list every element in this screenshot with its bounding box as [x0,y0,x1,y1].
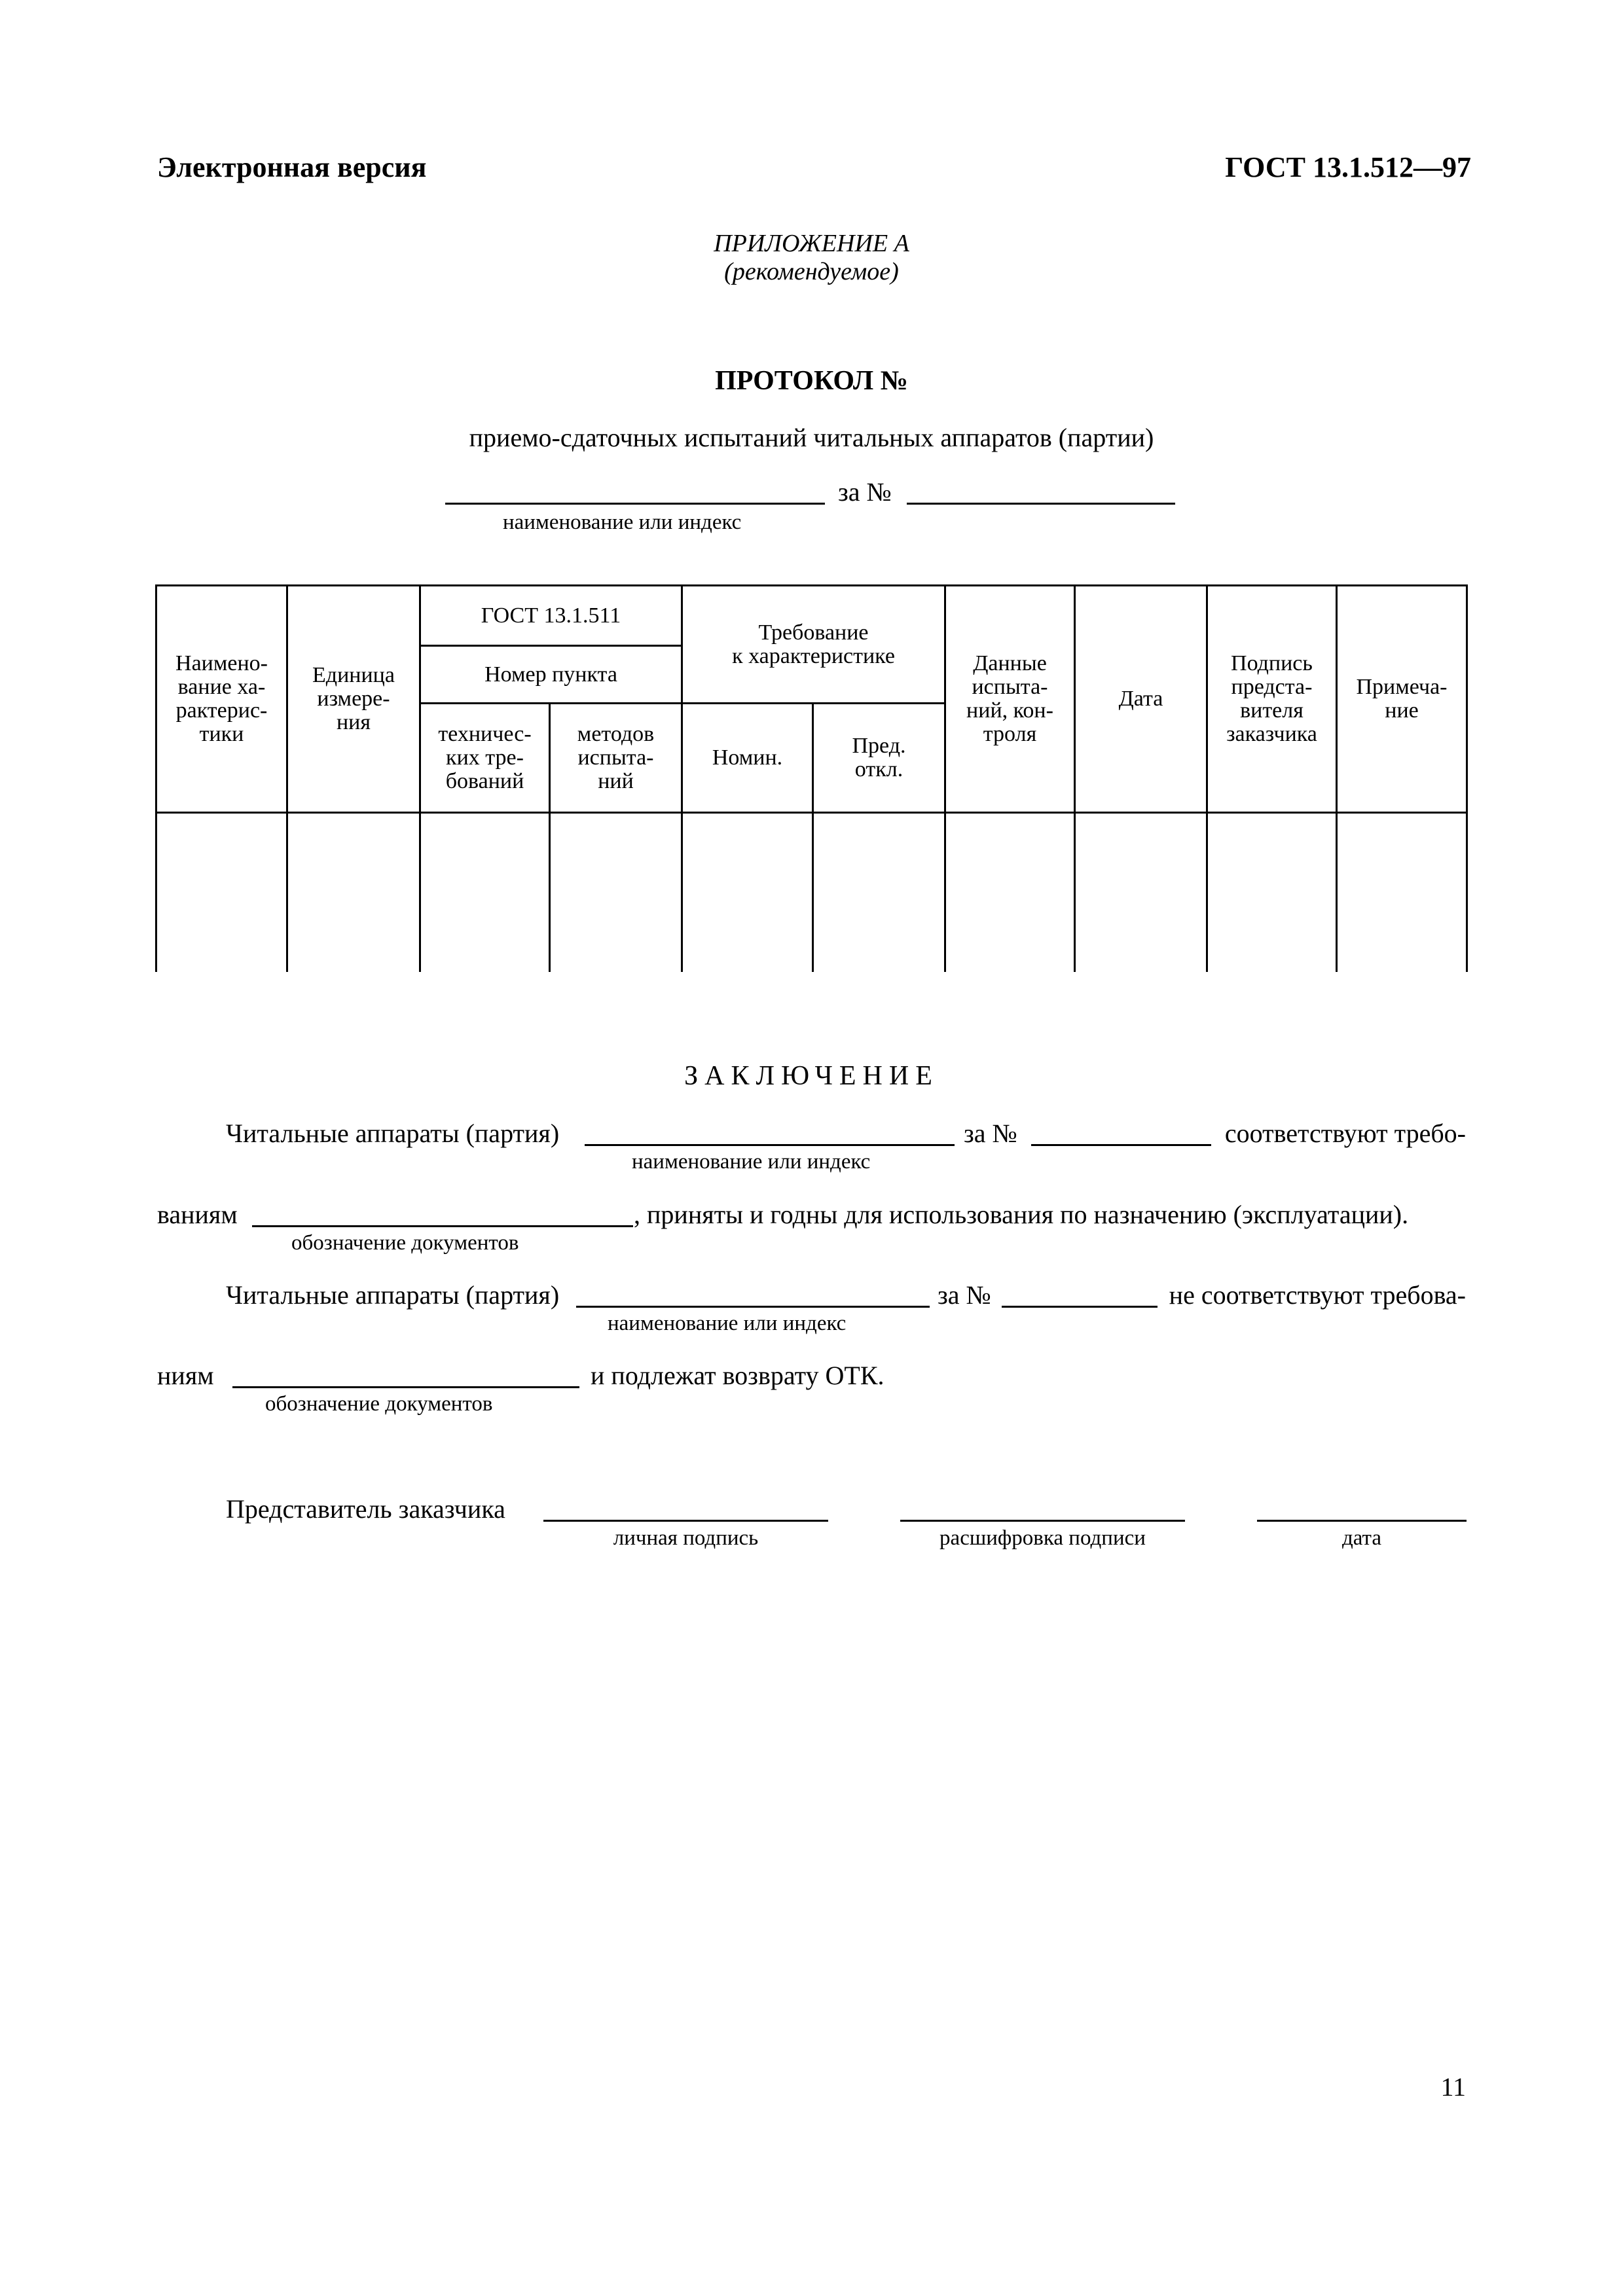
protocol-name-caption: наименование или индекс [503,511,742,534]
col-test-data: Данные испыта- ний, кон- троля [966,651,1053,746]
page-number: 11 [1440,2072,1466,2102]
conclusion-p1-number-field[interactable] [1031,1144,1211,1146]
col-customer-signature: Подпись предста- вителя заказчика [1226,651,1317,746]
table-header-bottom [155,812,1466,814]
col-item-number: Номер пункта [484,662,617,687]
conclusion-p3-start: Читальные аппараты (партия) [226,1280,560,1310]
conclusion-p1-caption: наименование или индекс [632,1150,871,1174]
conclusion-p4-start: ниям [157,1361,214,1390]
conclusion-p4-end: и подлежат возврату ОТК. [591,1361,884,1390]
col-requirement: Требование к характеристике [732,620,895,668]
header-right: ГОСТ 13.1.512—97 [1225,151,1471,183]
protocol-title: ПРОТОКОЛ № [715,366,908,396]
conclusion-p2-end: , приняты и годны для использования по назначению (эксплуатации). [634,1200,1409,1229]
col-test-methods: методов испыта- ний [577,722,655,793]
header-left: Электронная версия [157,151,427,183]
conclusion-p4-doc-field[interactable] [232,1386,579,1388]
conclusion-p1-end: соответствуют требо- [1224,1119,1466,1148]
conclusion-p3-end: не соответствуют требова- [1169,1280,1466,1310]
signature-date-caption: дата [1341,1526,1382,1550]
conclusion-p3-name-field[interactable] [576,1306,930,1308]
conclusion-p3-za: за № [938,1280,991,1310]
col-date: Дата [1118,687,1163,711]
appendix-subtitle: (рекомендуемое) [724,258,899,285]
conclusion-p4-caption: обозначение документов [265,1392,493,1416]
col-note: Примеча- ние [1356,675,1448,723]
col-gost: ГОСТ 13.1.511 [481,603,621,628]
col-nominal: Номин. [712,745,783,770]
protocol-name-field[interactable] [445,503,825,505]
protocol-za-no: за № [838,477,892,507]
conclusion-title: ЗАКЛЮЧЕНИЕ [684,1061,939,1091]
table-col-border [1466,584,1468,972]
signature-date-field[interactable] [1257,1520,1467,1522]
signature-personal-caption: личная подпись [613,1526,759,1550]
conclusion-p2-caption: обозначение документов [291,1231,519,1255]
col-unit: Единица измере- ния [312,663,395,734]
protocol-number-field[interactable] [907,503,1175,505]
conclusion-p1-start: Читальные аппараты (партия) [226,1119,560,1148]
protocol-subtitle: приемо-сдаточных испытаний читальных аппаратов (партии) [469,423,1154,452]
signature-decoding-caption: расшифровка подписи [939,1526,1146,1550]
signature-decoding-field[interactable] [900,1520,1185,1522]
conclusion-p1-za: за № [964,1119,1017,1148]
col-characteristic-name: Наимено- вание ха- рактерис- тики [175,651,268,746]
signature-label: Представитель заказчика [226,1494,505,1524]
conclusion-p1-name-field[interactable] [585,1144,955,1146]
conclusion-p3-number-field[interactable] [1002,1306,1158,1308]
col-tech-requirements: техничес- ких тре- бований [438,722,532,793]
col-tolerance: Пред. откл. [852,734,906,781]
conclusion-p3-caption: наименование или индекс [608,1312,847,1335]
conclusion-p2-doc-field[interactable] [252,1225,633,1227]
signature-personal-field[interactable] [543,1520,828,1522]
appendix-title: ПРИЛОЖЕНИЕ А [714,230,909,257]
conclusion-p2-start: ваниям [157,1200,238,1229]
